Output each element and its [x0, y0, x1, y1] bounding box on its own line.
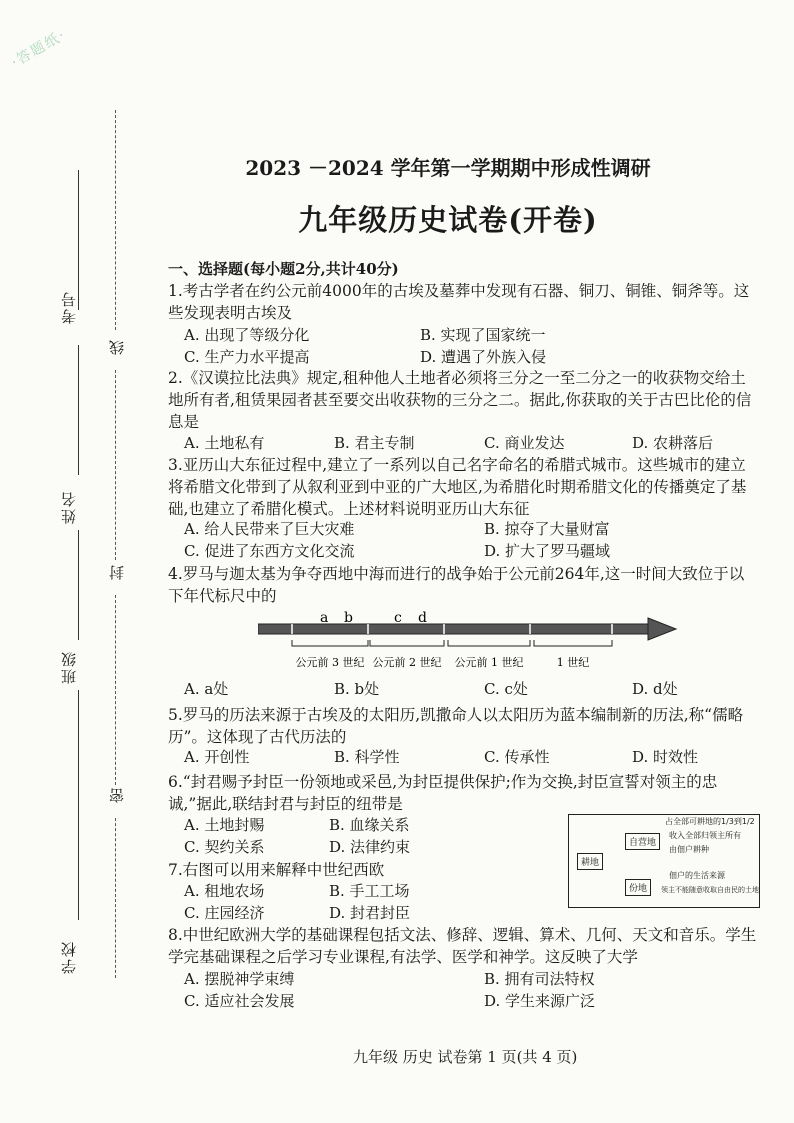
exam-term-title: 2023 －2024 学年第一学期期中形成性调研 [245, 156, 651, 180]
option-c[interactable]: C. 契约关系 [184, 838, 265, 856]
diagram-note: 领主不能随意收取自由民的土地 [661, 886, 759, 894]
seam-line [115, 370, 116, 560]
option-b[interactable]: B. 血缘关系 [329, 816, 410, 834]
timeline-label: 公元前 2 世纪 [372, 656, 442, 669]
option-c[interactable]: C. 生产力水平提高 [184, 348, 310, 366]
option-a[interactable]: A. 摆脱神学束缚 [184, 970, 295, 988]
timeline-mark-d: d [418, 610, 427, 626]
school-label: 学校 [60, 940, 78, 974]
option-b[interactable]: B. 拥有司法特权 [484, 970, 595, 988]
option-a[interactable]: A. 土地私有 [184, 434, 265, 452]
diagram-root: 耕地 [577, 853, 603, 870]
timeline-label: 1 世纪 [556, 656, 590, 669]
binding-margin [0, 0, 140, 1123]
option-a[interactable]: A. 出现了等级分化 [184, 326, 310, 344]
question-2: 2.《汉谟拉比法典》规定,租种他人土地者必须将三分之一至二分之一的收获物交给土地所有者,租赁果园者甚至要交出收获物的三分之二。据此,你获取的关于古巴比伦的信息是 [168, 369, 752, 431]
question-1: 1.考古学者在约公元前4000年的古埃及墓葬中发现有石器、铜刀、铜锥、铜斧等。这些发现表明古埃及 [168, 282, 750, 322]
option-d[interactable]: D. 扩大了罗马疆域 [484, 542, 611, 560]
timeline-label: 公元前 1 世纪 [454, 656, 524, 669]
stamp-watermark: ·答题纸· [8, 26, 70, 72]
option-c[interactable]: C. 商业发达 [484, 434, 565, 452]
diagram-tenant-land: 份地 [625, 879, 651, 896]
timeline-arrow [648, 618, 676, 640]
option-a[interactable]: A. 土地封赐 [184, 816, 265, 834]
option-d[interactable]: D. 时效性 [632, 748, 699, 766]
timeline-ruler [258, 610, 678, 680]
seam-line [115, 110, 116, 330]
option-a[interactable]: A. 开创性 [184, 748, 250, 766]
option-a[interactable]: A. a处 [184, 680, 229, 698]
page-footer: 九年级 历史 试卷第 1 页(共 4 页) [353, 1048, 578, 1066]
diagram-note: 收入全部归领主所有 [669, 831, 741, 840]
diagram-demesne: 自营地 [625, 833, 660, 850]
option-b[interactable]: B. 掠夺了大量财富 [484, 520, 610, 538]
option-b[interactable]: B. 科学性 [334, 748, 400, 766]
diagram-note: 佃户的生活来源 [669, 871, 725, 880]
diagram-note: 由佃户耕种 [669, 845, 709, 854]
seam-word-mi: 密 [108, 788, 126, 803]
option-d[interactable]: D. 封君封臣 [329, 904, 411, 922]
option-c[interactable]: C. 庄园经济 [184, 904, 265, 922]
binding-line [78, 170, 79, 310]
option-c[interactable]: C. 传承性 [484, 748, 550, 766]
timeline-mark-b: b [344, 610, 353, 626]
question-8: 8.中世纪欧洲大学的基础课程包括文法、修辞、逻辑、算术、几何、天文和音乐。学生学完基础课程之后学习专业课程,有法学、医学和神学。这反映了大学 [168, 926, 757, 966]
option-a[interactable]: A. 给人民带来了巨大灾难 [184, 520, 355, 538]
seam-line [115, 595, 116, 785]
option-d[interactable]: D. 法律约束 [329, 838, 411, 856]
timeline-mark-c: c [394, 610, 402, 626]
timeline-mark-a: a [320, 610, 329, 626]
timeline-bar [258, 624, 648, 634]
class-label: 班级 [60, 650, 78, 684]
exam-number-label: 考号 [60, 290, 78, 324]
option-d[interactable]: D. 农耕落后 [632, 434, 714, 452]
option-b[interactable]: B. 手工工场 [329, 882, 410, 900]
question-5: 5.罗马的历法来源于古埃及的太阳历,凯撒命人以太阳历为蓝本编制新的历法,称“儒略历”。这体现了古代历法的 [168, 706, 744, 746]
question-7: 7.右图可以用来解释中世纪西欧 [168, 861, 385, 879]
option-c[interactable]: C. c处 [484, 680, 528, 698]
diagram-note: 占全部可耕地的1/3到1/2 [665, 817, 755, 826]
seam-line [115, 818, 116, 978]
binding-line [78, 530, 79, 640]
exam-subject-title: 九年级历史试卷(开卷) [298, 203, 598, 237]
name-label: 姓名 [60, 490, 78, 524]
section-heading: 一、选择题(每小题2分,共计40分) [168, 260, 399, 278]
question-3: 3.亚历山大东征过程中,建立了一系列以自己名字命名的希腊式城市。这些城市的建立将希腊文化带到了从叙利亚到中亚的广大地区,为希腊化时期希腊文化的传播奠定了基础,也建立了希腊化模式。上述材料说明亚历山大东征 [168, 456, 747, 518]
option-b[interactable]: B. b处 [334, 680, 380, 698]
option-d[interactable]: D. 遭遇了外族入侵 [420, 348, 547, 366]
timeline-label: 公元前 3 世纪 [295, 656, 365, 669]
option-b[interactable]: B. 君主专制 [334, 434, 415, 452]
binding-line [78, 690, 79, 920]
question-4: 4.罗马与迦太基为争夺西地中海而进行的战争始于公元前264年,这一时间大致位于以下年代标尺中的 [168, 565, 745, 605]
option-a[interactable]: A. 租地农场 [184, 882, 265, 900]
option-b[interactable]: B. 实现了国家统一 [420, 326, 546, 344]
option-c[interactable]: C. 适应社会发展 [184, 992, 295, 1010]
seam-word-xian: 线 [108, 340, 126, 355]
question-6: 6.“封君赐予封臣一份领地或采邑,为封臣提供保护;作为交换,封臣宣誓对领主的忠诚,”据此,联结封君与封臣的纽带是 [168, 773, 718, 813]
binding-line [78, 345, 79, 475]
option-c[interactable]: C. 促进了东西方文化交流 [184, 542, 355, 560]
option-d[interactable]: D. d处 [632, 680, 678, 698]
option-d[interactable]: D. 学生来源广泛 [484, 992, 596, 1010]
seam-word-feng: 封 [108, 565, 126, 580]
